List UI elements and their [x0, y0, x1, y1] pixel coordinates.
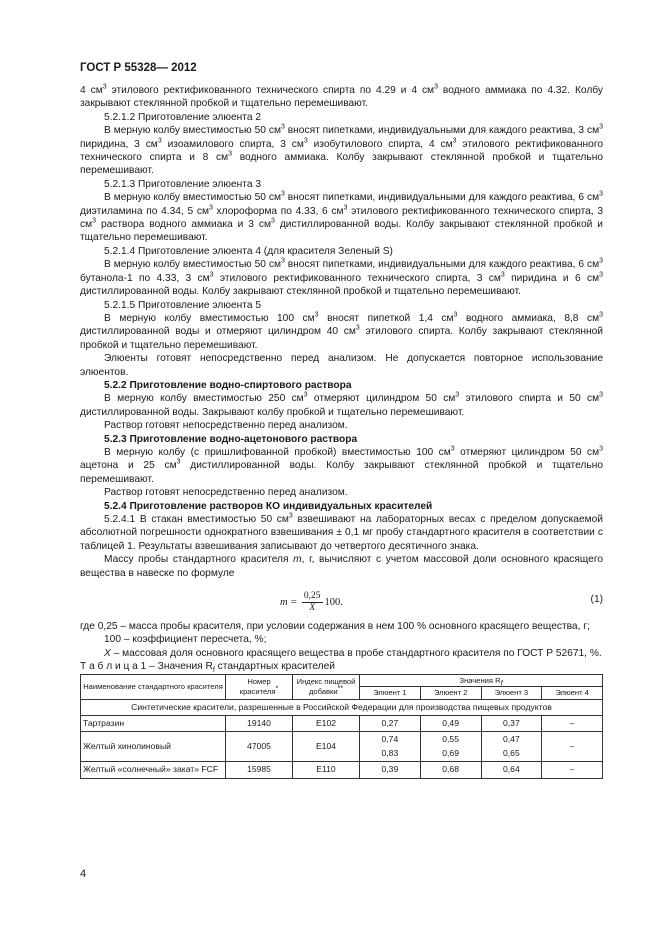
header-eluent-1: Элюент 1: [360, 687, 421, 700]
paragraph: В мерную колбу (с пришлифованной пробкой) вместимостью 100 $см^3$ отмеряют цилиндром 50 $см^3$ ацетона и 25 $см^3$ дистиллированной воды. Колбу закрывают стеклянной пробкой и тщательно перемешивают.: [80, 445, 603, 485]
paragraph: 5.2.2 Приготовление водно-спиртового раствора: [104, 379, 352, 391]
paragraph: 5.2.1.2 Приготовление элюента 2: [104, 111, 261, 123]
rf-values-table: [80, 674, 603, 779]
explanation-line: где 0,25 – масса пробы красителя, при условии содержания в нем 100 % основного красящего вещества, г;: [80, 621, 590, 633]
paragraph-list: [80, 84, 603, 580]
header-eluent-2: Элюент 2: [420, 687, 481, 700]
header-values: Значения $R_f$: [360, 674, 603, 687]
paragraph: 5.2.3 Приготовление водно-ацетонового раствора: [104, 433, 358, 445]
header-number: Номер красителя*: [226, 674, 293, 699]
paragraph: Раствор готовят непосредственно перед анализом.: [104, 487, 348, 499]
paragraph: Массу пробы стандартного красителя m, г, вычисляют с учетом массовой доли основного красящего вещества в навеске по формуле: [80, 554, 603, 579]
formula-1: [80, 584, 603, 618]
paragraph: В мерную колбу вместимостью 50 $см^3$ вносят пипетками, индивидуальными для каждого реактива, 3 $см^3$ пиридина, 3 $см^3$ изоамилового спирта, 3 $см^3$ изобутилового спирта, 4 $см^3$ этилового ректификованного технического спирта и 8 $см^3$ водного аммиака. Колбу закрывают стеклянной пробкой и тщательно перемешивают.: [80, 123, 603, 177]
paragraph: 5.2.1.5 Приготовление элюента 5: [104, 299, 261, 311]
page-number: 4: [80, 868, 87, 880]
paragraph: 5.2.4.1 В стакан вместимостью 50 $см^3$ взвешивают на лабораторных весах с пределом допускаемой абсолютной погрешности однократного взвешивания ± 0,1 мг пробу стандартного красителя в соответствии с таблицей 1. Результаты взвешивания записывают до четвертого десятичного знака.: [80, 512, 603, 552]
paragraph: 4 $см^3$ этилового ректификованного технического спирта по 4.29 и 4 $см^3$ водного аммиака по 4.32. Колбу закрывают стеклянной пробкой и тщательно перемешивают.: [80, 83, 603, 110]
table-caption: Т а б л и ц а 1 – Значения $R_f$ стандартных красителей: [80, 661, 335, 675]
header-eluent-4: Элюент 4: [542, 687, 603, 700]
formula-expression: m = $\frac{0,25}{X}$ 100.: [280, 591, 343, 614]
paragraph: В мерную колбу вместимостью 50 $см^3$ вносят пипетками, индивидуальными для каждого реактива, 6 $см^3$ бутанола-1 по 4.33, 3 $см^3$ этилового ректификованного технического спирта, 3 $см^3$ пиридина и 6 $см^3$ дистиллированной воды. Колбу закрывают стеклянной пробкой и тщательно перемешивают.: [80, 257, 603, 298]
table-row: Желтый хинолиновый 47005 E104 0,74 0,83 0,55 0,69 0,47 0,65 –: [81, 732, 603, 762]
formula-fraction: $\frac{0,25}{X}$: [303, 591, 321, 614]
paragraph: Элюенты готовят непосредственно перед анализом. Не допускается повторное использование элюентов.: [80, 353, 603, 378]
body-text: [80, 84, 603, 779]
formula-explanation: [80, 620, 603, 660]
paragraph: 5.2.1.4 Приготовление элюента 4 (для красителя Зеленый S): [104, 245, 393, 257]
paragraph: В мерную колбу вместимостью 250 $см^3$ отмеряют цилиндром 50 $см^3$ этилового спирта и 50 $см^3$ дистиллированной воды. Закрывают колбу пробкой и тщательно перемешивают.: [80, 391, 603, 418]
paragraph: В мерную колбу вместимостью 50 $см^3$ вносят пипетками, индивидуальными для каждого реактива, 6 $см^3$ диэтиламина по 4.34, 5 $см^3$ хлороформа по 4.33, 6 $см^3$ этилового ректификованного технического спирта, 3 $см^3$ раствора водного аммиака и 3 $см^3$ дистиллированной воды. Колбу закрывают стеклянной пробкой и тщательно перемешивают.: [80, 190, 603, 244]
header-eluent-3: Элюент 3: [481, 687, 542, 700]
formula-number: (1): [590, 594, 603, 606]
table-row: Тартразин 19140 E102 0,27 0,49 0,37 –: [81, 716, 603, 732]
paragraph: 5.2.1.3 Приготовление элюента 3: [104, 178, 261, 190]
section-row: Синтетические красители, разрешенные в Российской Федерации для производства пищевых продуктов: [81, 699, 603, 715]
explanation-line: X – массовая доля основного красящего вещества в пробе стандартного красителя по ГОСТ Р 52671, %.: [104, 647, 602, 659]
paragraph: Раствор готовят непосредственно перед анализом.: [104, 420, 348, 432]
paragraph: 5.2.4 Приготовление растворов КО индивидуальных красителей: [104, 500, 433, 512]
explanation-line: 100 – коэффициент пересчета, %;: [104, 634, 267, 646]
header-name: Наименование стандартного красителя: [81, 674, 226, 699]
table-row: Желтый «солнечный» закат» FCF 15985 E110 0,39 0,68 0,64 –: [81, 762, 603, 778]
header-index: Индекс пищевой добавки**: [293, 674, 360, 699]
page-header: ГОСТ Р 55328— 2012: [80, 62, 197, 74]
paragraph: В мерную колбу вместимостью 100 $см^3$ вносят пипеткой 1,4 $см^3$ водного аммиака, 8,8 $см^3$ дистиллированной воды и отмеряют цилиндром 40 $см^3$ этилового спирта. Колбу закрывают стеклянной пробкой и тщательно перемешивают.: [80, 311, 604, 351]
